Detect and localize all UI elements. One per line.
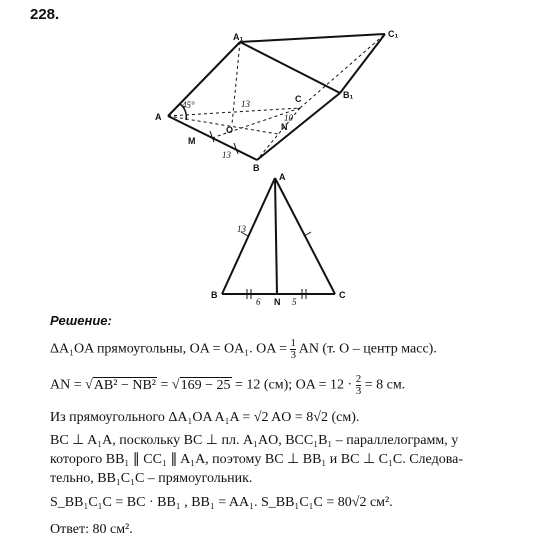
label-n: N: [281, 122, 288, 132]
label-side: 13: [237, 224, 246, 234]
label-len-ao: 13: [241, 99, 250, 109]
label-len-ab: 13: [222, 150, 231, 160]
solution-line-4: BC ⊥ A₁A, поскольку BC ⊥ пл. A₁AO, BCC₁B₁ – параллелограмм, у: [50, 433, 459, 448]
line1-text-b: AN (т. O – центр масс).: [298, 341, 437, 357]
label-bn: 6: [256, 297, 261, 307]
solution-header: Решение:: [50, 313, 112, 328]
line2-text-d: = 8 см.: [364, 377, 406, 393]
label-m: M: [188, 136, 196, 146]
label-b-2: B: [211, 290, 218, 300]
label-a-2: A: [279, 172, 286, 182]
radical-2: 169 − 25: [180, 377, 231, 393]
solution-line-1: [50, 338, 437, 361]
label-a: A: [155, 112, 162, 122]
label-len-nc: 10: [284, 113, 293, 123]
line2-text-b: =: [157, 377, 172, 393]
line2-text-c: = 12 (см); OA = 12 ·: [231, 377, 356, 393]
solution-line-2: AN = √AB² − NB² = √169 − 25 = 12 (см); OA = 12 · $\frac{2}{3}$ = 8 см.: [50, 373, 406, 397]
solution-line-7: S_BB₁C₁C = BC · BB₁ , BB₁ = AA₁. S_BB₁C₁C = 80√2 см².: [50, 495, 393, 510]
frac2-num: 2: [355, 373, 362, 385]
label-c-2: C: [339, 290, 346, 300]
median-an-2: [275, 178, 277, 294]
edge-a1-c1: [240, 34, 385, 42]
solution-line-5: которого BB₁ ∥ CC₁ ∥ A₁A, поэтому BC ⊥ BB₁ и BC ⊥ C₁C. Следова-: [50, 452, 463, 467]
line2-text-a: AN =: [50, 377, 86, 393]
edge-a-a1: [168, 42, 240, 116]
radical-1: AB² − NB²: [93, 377, 156, 393]
label-angle: 45°: [182, 100, 195, 110]
label-o: O: [226, 125, 234, 135]
side-ab: [222, 178, 275, 294]
edge-b1-c1: [340, 34, 385, 93]
edge-a1-b1: [240, 42, 340, 93]
solution-line-3: Из прямоугольного ΔA₁OA A₁A = √2 AO = 8√2 (см).: [50, 410, 360, 425]
label-b: B: [253, 163, 260, 173]
frac2-den: 3: [355, 385, 362, 397]
solution-answer: Ответ: 80 см².: [50, 522, 133, 537]
edge-c-b: [257, 108, 300, 160]
fraction-one-third: [290, 338, 296, 361]
label-c1: C₁: [388, 29, 399, 39]
label-n-2: N: [274, 297, 281, 307]
label-nc: 5: [292, 297, 297, 307]
figure-triangle: [222, 178, 335, 299]
label-b1: B₁: [343, 90, 354, 100]
problem-number: 228.: [30, 6, 60, 23]
fraction-two-thirds: [356, 374, 362, 397]
frac-den: 3: [290, 349, 296, 361]
label-a1: A₁: [233, 32, 244, 42]
line1-text-a: ΔA₁OA прямоугольны, OA = OA₁. OA =: [50, 341, 291, 357]
solution-line-6: тельно, BB₁C₁C – прямоугольник.: [50, 471, 253, 486]
frac-num: 1: [290, 337, 296, 349]
label-c: C: [295, 94, 302, 104]
